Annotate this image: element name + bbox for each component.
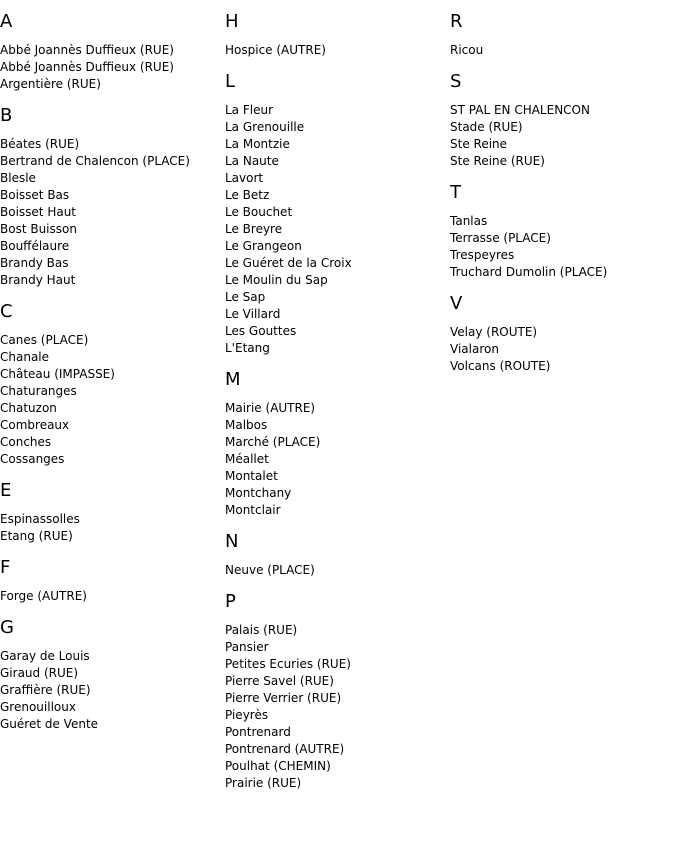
street-entry: Conches [0,435,52,449]
street-list [225,102,450,357]
street-entry: Chaturanges [0,384,77,398]
letter-section [225,12,450,59]
letter-section [0,12,225,93]
street-entry: Graffière (RUE) [0,683,91,697]
letter-section [450,72,675,170]
street-entry: Grenouilloux [0,700,76,714]
street-entry: Pierre Verrier (RUE) [225,691,342,705]
street-entry: Combreaux [0,418,70,432]
street-list [0,332,225,468]
street-entry: Velay (ROUTE) [450,325,538,339]
street-entry: Le Sap [225,290,266,304]
street-entry: Château (IMPASSE) [0,367,115,381]
street-entry: Le Villard [225,307,281,321]
street-entry: Le Bouchet [225,205,293,219]
letter-section [225,370,450,519]
street-list [0,136,225,289]
street-list [450,102,675,170]
street-entry: Bost Buisson [0,222,77,236]
street-entry: Marché (PLACE) [225,435,321,449]
street-list [225,42,450,59]
street-entry: Bouffélaure [0,239,70,253]
street-entry: Le Grangeon [225,239,302,253]
street-entry: Pontrenard (AUTRE) [225,742,345,756]
street-entry: Vialaron [450,342,499,356]
street-entry: Pierre Savel (RUE) [225,674,334,688]
street-entry: Blesle [0,171,36,185]
street-entry: Pansier [225,640,269,654]
section-letter-heading: T [450,182,461,203]
street-entry: Hospice (AUTRE) [225,43,326,57]
street-entry: Argentière (RUE) [0,77,101,91]
letter-section [450,294,675,375]
street-entry: Ste Reine (RUE) [450,154,545,168]
street-entry: Méallet [225,452,269,466]
street-entry: Abbé Joannès Duffieux (RUE) [0,43,174,57]
section-letter-heading: M [225,369,241,390]
street-entry: Brandy Haut [0,273,76,287]
street-list [450,324,675,375]
index-column [450,12,675,388]
section-letter-heading: E [0,480,12,501]
section-letter-heading: N [225,531,239,552]
street-entry: La Fleur [225,103,274,117]
section-letter-heading: A [0,11,13,32]
street-entry: Pieyrès [225,708,269,722]
section-letter-heading: B [0,105,13,126]
letter-section [225,532,450,579]
street-entry: Béates (RUE) [0,137,80,151]
street-entry: Pontrenard [225,725,291,739]
street-entry: Montclair [225,503,281,517]
letter-section [450,12,675,59]
letter-section [450,183,675,281]
letter-section [0,618,225,733]
street-entry: Poulhat (CHEMIN) [225,759,331,773]
street-entry: Montchany [225,486,292,500]
street-entry: Le Guéret de la Croix [225,256,352,270]
street-entry: Giraud (RUE) [0,666,79,680]
street-entry: Malbos [225,418,268,432]
street-entry: Petites Ecuries (RUE) [225,657,351,671]
letter-section [225,72,450,357]
letter-section [225,592,450,792]
street-entry: Chanale [0,350,50,364]
letter-section [0,481,225,545]
section-letter-heading: V [450,293,463,314]
street-entry: Abbé Joannès Duffieux (RUE) [0,60,174,74]
section-letter-heading: P [225,591,236,612]
section-letter-heading: C [0,301,13,322]
street-entry: Garay de Louis [0,649,90,663]
street-entry: Forge (AUTRE) [0,589,87,603]
street-entry: Chatuzon [0,401,57,415]
street-entry: Ste Reine [450,137,508,151]
section-letter-heading: G [0,617,14,638]
street-entry: Canes (PLACE) [0,333,89,347]
letter-section [0,558,225,605]
street-entry: Ricou [450,43,484,57]
street-entry: Lavort [225,171,264,185]
street-entry: La Naute [225,154,279,168]
street-entry: Truchard Dumolin (PLACE) [450,265,608,279]
street-entry: Tanlas [450,214,488,228]
street-entry: Terrasse (PLACE) [450,231,551,245]
street-entry: Montalet [225,469,278,483]
section-letter-heading: H [225,11,239,32]
street-entry: Boisset Haut [0,205,77,219]
street-list [0,42,225,93]
street-entry: Palais (RUE) [225,623,298,637]
section-letter-heading: L [225,71,236,92]
letter-section [0,106,225,289]
street-list [225,622,450,792]
street-entry: L'Etang [225,341,270,355]
street-entry: Stade (RUE) [450,120,523,134]
street-entry: Trespeyres [450,248,515,262]
index-column [225,12,450,805]
street-entry: Espinassolles [0,512,80,526]
street-entry: La Grenouille [225,120,305,134]
street-entry: Mairie (AUTRE) [225,401,316,415]
street-entry: Neuve (PLACE) [225,563,315,577]
index-column [0,12,225,746]
letter-section [0,302,225,468]
street-entry: Guéret de Vente [0,717,99,731]
street-list [0,511,225,545]
section-letter-heading: S [450,71,462,92]
street-entry: Boisset Bas [0,188,70,202]
section-letter-heading: R [450,11,463,32]
street-entry: Bertrand de Chalencon (PLACE) [0,154,190,168]
street-entry: Le Betz [225,188,270,202]
street-list [450,42,675,59]
street-entry: Les Gouttes [225,324,297,338]
street-entry: ST PAL EN CHALENCON [450,103,590,117]
street-entry: Brandy Bas [0,256,69,270]
street-entry: Volcans (ROUTE) [450,359,551,373]
street-entry: Cossanges [0,452,65,466]
street-entry: Le Breyre [225,222,283,236]
street-list [0,648,225,733]
street-list [225,562,450,579]
street-entry: Prairie (RUE) [225,776,302,790]
street-list [450,213,675,281]
street-entry: Etang (RUE) [0,529,73,543]
street-list [225,400,450,519]
section-letter-heading: F [0,557,11,578]
street-entry: Le Moulin du Sap [225,273,328,287]
street-entry: La Montzie [225,137,290,151]
street-list [0,588,225,605]
